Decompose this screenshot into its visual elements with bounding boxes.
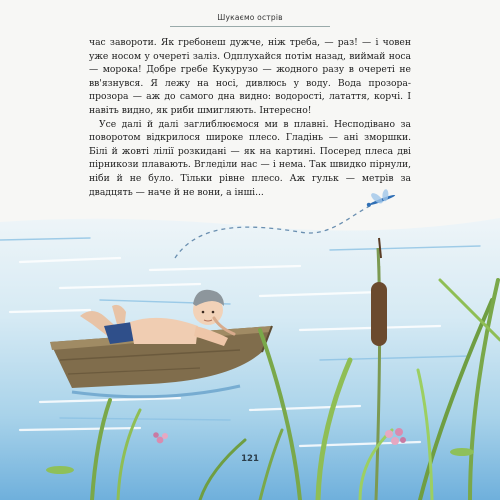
body-text bbox=[89, 36, 411, 199]
paragraph: час завороти. Як гребонеш дужче, ніж треба, — раз! — і човен уже носом у очереті заліз. Одплухайся потім назад, виймай носа — морока! Добре гребе Кукурузо — жодного разу в очереті не вв'язнувся. Я лежу на носі, дивлюсь у воду. Вода прозора-прозора — аж до самого дна видно: водорості, латаття, корчі. І навіть видно, як риби шмигляють. Інтересно! bbox=[89, 37, 411, 116]
running-head: Шукаємо острів bbox=[0, 13, 500, 27]
page-number: 121 bbox=[241, 454, 259, 464]
paragraph: Усе далі й далі заглиблюємося ми в плавні. Несподівано за поворотом відкрилося широке плесо. Гладінь — ані зморшки. Білі й жовті лілії розкидані — як на картині. Посеред плеса дві пірникози плавають. Вгледіли нас — і нема. Так швидко пірнули, ніби й не було. Тільки рівне плесо. Аж гульк — метрів за двадцять — наче й не вони, а інші... bbox=[89, 118, 411, 198]
